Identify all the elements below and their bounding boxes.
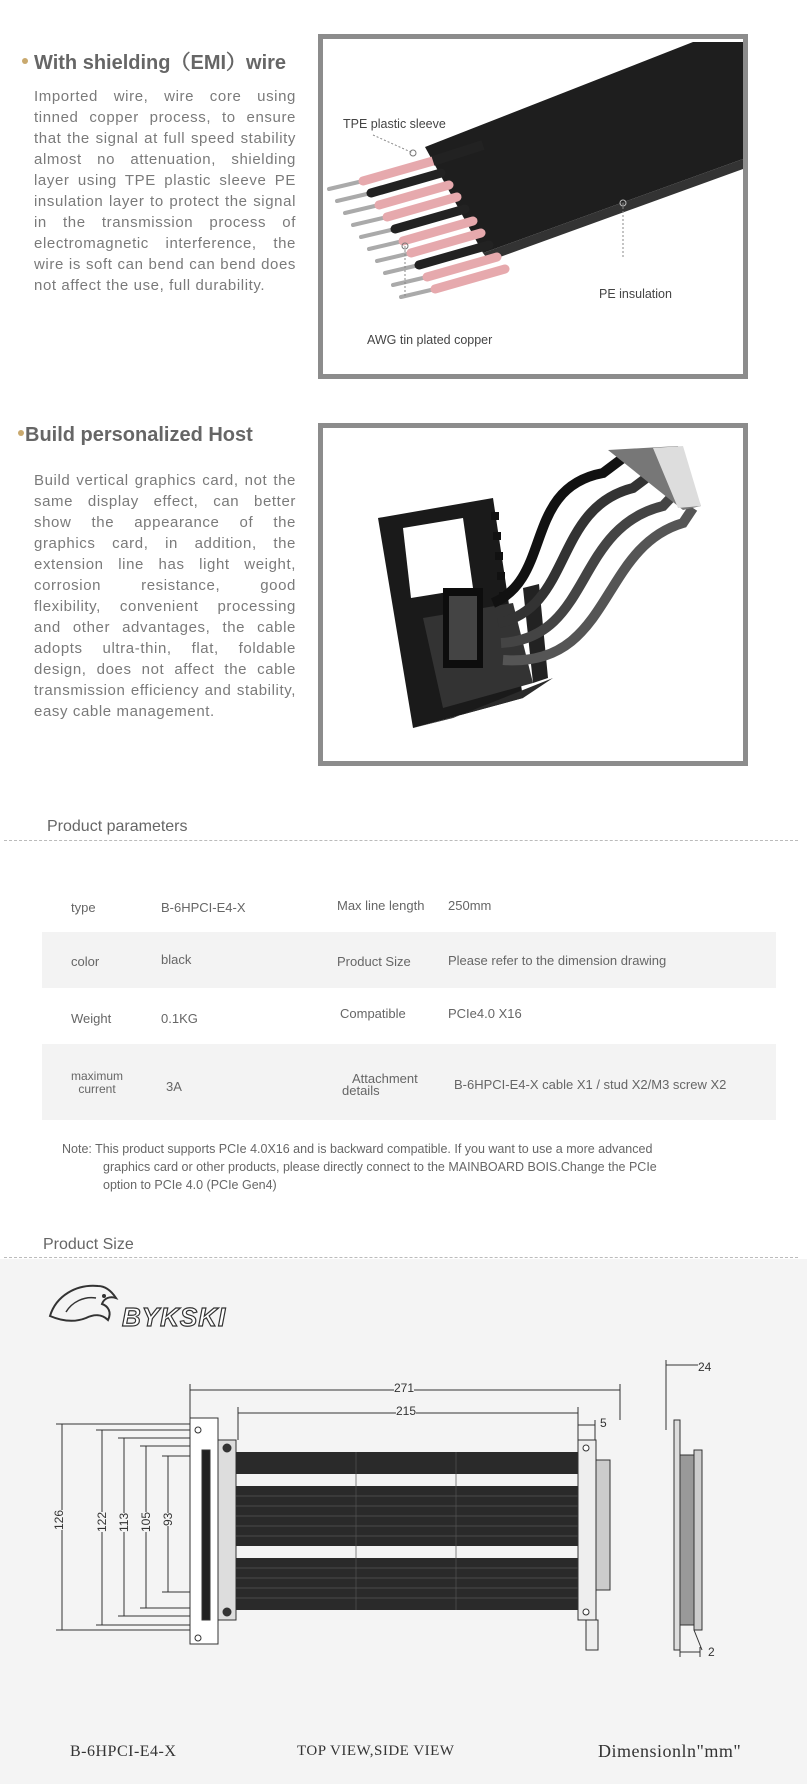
param-label-line: details [342,1083,380,1098]
params-divider [4,840,798,841]
params-note [62,1140,762,1194]
dim-271: 271 [394,1381,415,1395]
dim-105: 105 [139,1511,153,1532]
param-label-line: current [78,1082,116,1096]
size-header: Product Size [43,1236,134,1253]
param-label [71,1070,123,1096]
param-row-current [42,1044,776,1120]
param-value: black [161,952,192,967]
param-label: Compatible [340,1006,406,1021]
note-line: This product supports PCIe 4.0X16 and is backward compatible. If you want to use a more advanced [95,1142,653,1156]
flat-cable-illustration [323,39,743,374]
brand-wordmark: BYKSKI [122,1302,227,1332]
section-body-shielding: Imported wire, wire core using tinned copper process, to ensure that the signal at full speed stability almost no attenuation, shielding layer using TPE plastic sleeve PE insulation layer to protect the signal in the transmission process of electromagnetic interference, the wire is soft can bend can bend does not affect the use, full durability. [34,88,296,294]
param-value: PCIe4.0 X16 [448,1006,522,1021]
param-row-color [42,932,776,988]
dim-215: 215 [396,1404,417,1418]
param-label: color [71,954,100,969]
param-row-type [42,884,776,930]
param-label: Product Size [337,954,411,969]
dim-126: 126 [52,1509,66,1530]
dim-24: 24 [698,1360,712,1374]
section-title-text: Build personalized Host [25,424,253,446]
bullet-icon [18,430,24,436]
label-tpe-sleeve: TPE plastic sleeve [343,117,446,131]
section-title-shielding [22,46,286,75]
param-value: 3A [166,1079,182,1094]
param-label: Weight [71,1011,112,1026]
section-title-host [18,424,253,447]
size-divider [4,1257,798,1258]
caption-model: B-6HPCI-E4-X [70,1743,177,1760]
brand-logo [46,1276,246,1332]
param-label [342,1073,418,1097]
note-label: Note: [62,1142,92,1156]
dim-2: 2 [708,1645,715,1659]
dim-93: 93 [161,1512,175,1526]
dragon-icon [46,1276,126,1332]
section-title-text: With shielding（EMI）wire [34,52,287,74]
param-label-line: Attachment [352,1071,418,1086]
param-value: B-6HPCI-E4-X cable X1 / stud X2/M3 screw X2 [454,1077,727,1092]
params-header: Product parameters [47,818,188,835]
param-label: type [71,900,96,915]
param-label-line: maximum [71,1069,124,1083]
note-line: graphics card or other products, please directly connect to the MAINBOARD BOIS.Change the PCIe [103,1160,657,1174]
param-value: Please refer to the dimension drawing [448,953,667,968]
param-value: 0.1KG [161,1011,198,1026]
param-row-weight [42,990,776,1042]
caption-unit: Dimensionln"mm" [598,1741,742,1761]
vertical-bracket-illustration [323,428,743,761]
section-body-host: Build vertical graphics card, not the same display effect, can better show the appearance of the graphics card, in addition, the extension line has light weight, corrosion resistance, good flexibility, convenient processing and other advantages, the cable adopts ultra-thin, flat, foldable design, does not affect the cable transmission efficiency and stability, easy cable management. [34,472,296,720]
dim-5: 5 [600,1416,607,1430]
dimension-drawing [40,1350,760,1660]
param-label: Max line length [337,898,425,913]
label-pe-insulation: PE insulation [599,287,672,301]
label-awg-copper: AWG tin plated copper [367,333,493,347]
note-line: option to PCIe 4.0 (PCIe Gen4) [103,1178,277,1192]
shielded-cable-photo [318,34,748,379]
param-value: 250mm [448,898,492,913]
caption-view: TOP VIEW,SIDE VIEW [297,1743,455,1759]
bullet-icon [22,58,28,64]
dim-122: 122 [95,1511,109,1532]
vertical-mount-photo [318,423,748,766]
dim-113: 113 [117,1512,131,1532]
param-value: B-6HPCI-E4-X [161,900,246,915]
